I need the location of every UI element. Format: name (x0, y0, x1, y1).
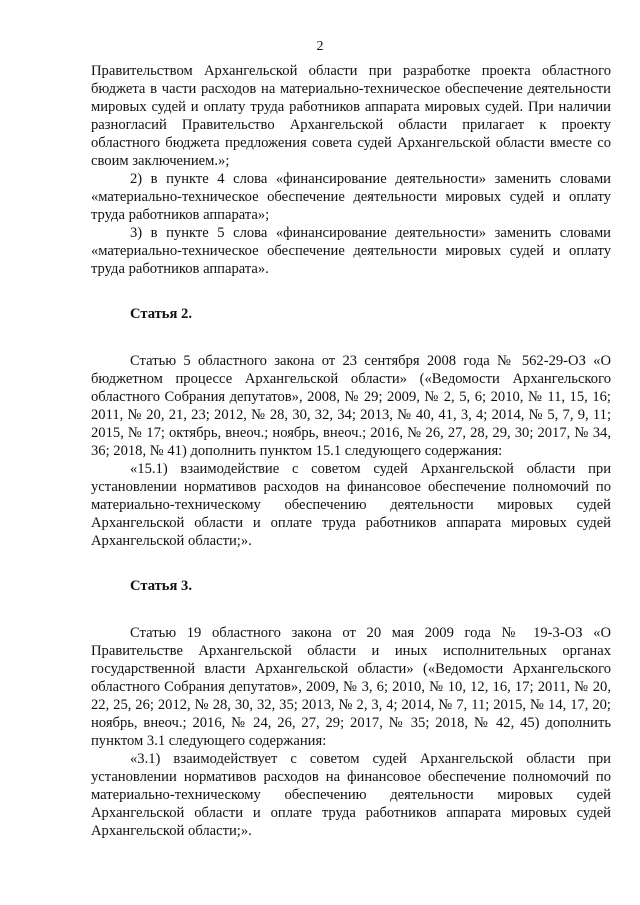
article-2-quote: «15.1) взаимодействие с советом судей Архангельской области при установлении нормативов расходов на финансовое обеспечение полномочий по материально-техническому обеспечению деятельности мировых судей Архангельской области и оплате труда работников аппарата мировых судей Архангельской области;». (91, 461, 611, 549)
article-3-heading: Статья 3. (130, 578, 192, 594)
article-2-heading: Статья 2. (130, 306, 192, 322)
document-body (91, 62, 611, 840)
article-2-paragraph: Статью 5 областного закона от 23 сентября 2008 года № 562-29-ОЗ «О бюджетном процессе Архангельской области» («Ведомости Архангельского областного Собрания депутатов», 2008, № 29; 2009, № 2, 5, 6; 2010, № 11, 15, 16; 2011, № 20, 21, 23; 2012, № 28, 30, 32, 34; 2013, № 40, 41, 3, 4; 2014, № 5, 7, 9, 11; 2015, № 17; октябрь, внеоч.; ноябрь, внеоч.; 2016, № 26, 27, 28, 29, 30; 2017, № 34, 36; 2018, № 41) дополнить пунктом 15.1 следующего содержания: (91, 353, 611, 459)
article-3-paragraph: Статью 19 областного закона от 20 мая 2009 года № 19-3-ОЗ «О Правительстве Архангельской области и иных исполнительных органах государственной власти Архангельской области» («Ведомости Архангельского областного Собрания депутатов», 2009, № 3, 6; 2010, № 10, 12, 16, 17; 2011, № 20, 22, 25, 26; 2012, № 28, 30, 32, 35; 2013, № 2, 3, 4; 2014, № 7, 11; 2015, № 14, 17, 20; ноябрь, внеоч.; 2016, № 24, 26, 27, 29; 2017, № 35; 2018, № 42, 45) дополнить пунктом 3.1 следующего содержания: (91, 625, 611, 749)
paragraph-continuation: Правительством Архангельской области при разработке проекта областного бюджета в части расходов на материально-техническое обеспечение деятельности мировых судей и оплату труда работников аппарата мировых судей. При наличии разногласий Правительство Архангельской области прилагает к проекту областного бюджета предложения совета судей Архангельской области вместе со своим заключением.»; (91, 63, 611, 169)
paragraph-item-2: 2) в пункте 4 слова «финансирование деятельности» заменить словами «материально-техническое обеспечение деятельности мировых судей и оплату труда работников аппарата»; (91, 171, 611, 223)
paragraph-item-3: 3) в пункте 5 слова «финансирование деятельности» заменить словами «материально-техническое обеспечение деятельности мировых судей и оплату труда работников аппарата». (91, 225, 611, 277)
page-number: 2 (316, 39, 324, 54)
article-3-quote: «3.1) взаимодействует с советом судей Архангельской области при установлении нормативов расходов на финансовое обеспечение полномочий по материально-техническому обеспечению деятельности мировых судей Архангельской области и оплате труда работников аппарата мировых судей Архангельской области;». (91, 751, 611, 839)
